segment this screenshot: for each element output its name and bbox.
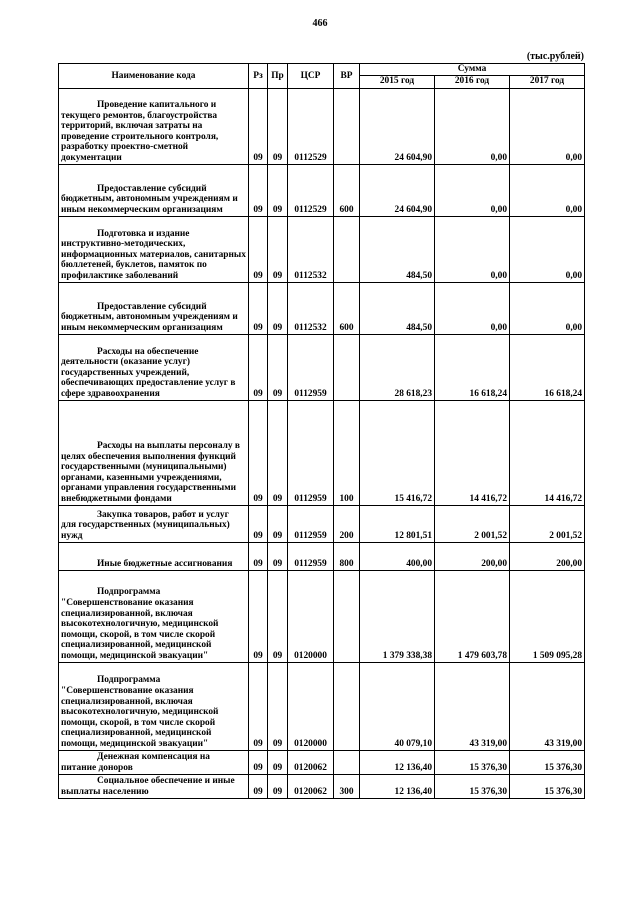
table-row (59, 750, 585, 774)
row-sum-2016: 200,00 (435, 542, 510, 570)
row-csr: 0112529 (288, 88, 334, 164)
row-sum-2017: 0,00 (510, 282, 585, 334)
row-vr: 600 (334, 282, 360, 334)
row-vr (334, 662, 360, 750)
budget-table (58, 63, 585, 799)
row-vr (334, 88, 360, 164)
row-pr: 09 (268, 542, 288, 570)
header-csr: ЦСР (288, 64, 334, 89)
row-name: Расходы на выплаты персоналу в целях обеспечения выполнения функций государственными (муниципальными) органами, казенными учреждениями, органами управления государственными внебюджетными фондами (59, 400, 249, 505)
row-pr: 09 (268, 216, 288, 282)
row-sum-2017: 200,00 (510, 542, 585, 570)
row-sum-2016: 0,00 (435, 216, 510, 282)
row-rz: 09 (249, 164, 268, 216)
row-sum-2016: 0,00 (435, 282, 510, 334)
table-row (59, 505, 585, 542)
row-sum-2015: 24 604,90 (360, 164, 435, 216)
row-sum-2015: 400,00 (360, 542, 435, 570)
row-sum-2017: 14 416,72 (510, 400, 585, 505)
row-rz: 09 (249, 282, 268, 334)
table-row (59, 164, 585, 216)
row-csr: 0120000 (288, 662, 334, 750)
row-pr: 09 (268, 334, 288, 400)
row-pr: 09 (268, 400, 288, 505)
row-csr: 0112959 (288, 542, 334, 570)
row-name: Подпрограмма "Совершенствование оказания специализированной, включая высокотехнологичную, медицинской помощи, скорой, в том числе скорой специализированной, медицинской помощи, медицинской эвакуации" (59, 570, 249, 662)
header-pr: Пр (268, 64, 288, 89)
header-year-2015: 2015 год (360, 75, 435, 88)
header-name: Наименование кода (59, 64, 249, 89)
table-row (59, 662, 585, 750)
row-sum-2016: 16 618,24 (435, 334, 510, 400)
row-sum-2015: 12 801,51 (360, 505, 435, 542)
row-csr: 0112532 (288, 216, 334, 282)
row-rz: 09 (249, 774, 268, 798)
row-sum-2016: 1 479 603,78 (435, 570, 510, 662)
table-row (59, 400, 585, 505)
row-csr: 0120000 (288, 570, 334, 662)
row-name: Закупка товаров, работ и услуг для государственных (муниципальных) нужд (59, 505, 249, 542)
row-name: Подпрограмма "Совершенствование оказания специализированной, включая высокотехнологичную, медицинской помощи, скорой, в том числе скорой специализированной, медицинской помощи, медицинской эвакуации" (59, 662, 249, 750)
row-sum-2016: 0,00 (435, 88, 510, 164)
row-vr: 100 (334, 400, 360, 505)
row-vr: 800 (334, 542, 360, 570)
row-csr: 0112959 (288, 505, 334, 542)
row-pr: 09 (268, 505, 288, 542)
header-year-2017: 2017 год (510, 75, 585, 88)
row-rz: 09 (249, 570, 268, 662)
row-sum-2017: 0,00 (510, 88, 585, 164)
row-vr (334, 334, 360, 400)
row-pr: 09 (268, 774, 288, 798)
row-vr: 200 (334, 505, 360, 542)
row-vr (334, 750, 360, 774)
row-sum-2017: 15 376,30 (510, 750, 585, 774)
row-sum-2015: 40 079,10 (360, 662, 435, 750)
row-pr: 09 (268, 750, 288, 774)
row-rz: 09 (249, 505, 268, 542)
row-sum-2015: 24 604,90 (360, 88, 435, 164)
row-csr: 0112959 (288, 400, 334, 505)
header-sum: Сумма (360, 64, 585, 76)
row-name: Предоставление субсидий бюджетным, автономным учреждениям и иным некоммерческим организациям (59, 164, 249, 216)
page-number: 466 (312, 18, 328, 29)
row-vr: 600 (334, 164, 360, 216)
row-sum-2016: 14 416,72 (435, 400, 510, 505)
row-sum-2017: 16 618,24 (510, 334, 585, 400)
row-vr (334, 570, 360, 662)
row-pr: 09 (268, 662, 288, 750)
row-rz: 09 (249, 334, 268, 400)
table-row (59, 216, 585, 282)
row-name: Денежная компенсация на питание доноров (59, 750, 249, 774)
row-pr: 09 (268, 88, 288, 164)
row-csr: 0112529 (288, 164, 334, 216)
units-label: (тыс.рублей) (526, 51, 584, 62)
row-sum-2016: 15 376,30 (435, 750, 510, 774)
row-sum-2015: 28 618,23 (360, 334, 435, 400)
row-sum-2015: 1 379 338,38 (360, 570, 435, 662)
table-row (59, 542, 585, 570)
row-sum-2015: 12 136,40 (360, 750, 435, 774)
row-sum-2015: 484,50 (360, 216, 435, 282)
row-sum-2017: 0,00 (510, 164, 585, 216)
row-name: Расходы на обеспечение деятельности (оказание услуг) государственных учреждений, обеспечивающих предоставление услуг в сфере здравоохранения (59, 334, 249, 400)
row-csr: 0120062 (288, 774, 334, 798)
row-name: Социальное обеспечение и иные выплаты населению (59, 774, 249, 798)
row-csr: 0112532 (288, 282, 334, 334)
row-sum-2015: 15 416,72 (360, 400, 435, 505)
table-row (59, 282, 585, 334)
row-pr: 09 (268, 282, 288, 334)
row-rz: 09 (249, 542, 268, 570)
row-sum-2016: 2 001,52 (435, 505, 510, 542)
row-sum-2015: 12 136,40 (360, 774, 435, 798)
row-rz: 09 (249, 400, 268, 505)
row-name: Предоставление субсидий бюджетным, автономным учреждениям и иным некоммерческим организациям (59, 282, 249, 334)
row-sum-2015: 484,50 (360, 282, 435, 334)
row-sum-2016: 43 319,00 (435, 662, 510, 750)
table-row (59, 774, 585, 798)
header-year-2016: 2016 год (435, 75, 510, 88)
row-sum-2017: 1 509 095,28 (510, 570, 585, 662)
header-vr: ВР (334, 64, 360, 89)
row-name: Проведение капитального и текущего ремонтов, благоустройства территорий, включая затраты на проведение строительного контроля, разработку проектно-сметной документации (59, 88, 249, 164)
table-row (59, 570, 585, 662)
row-rz: 09 (249, 750, 268, 774)
row-vr (334, 216, 360, 282)
row-sum-2016: 0,00 (435, 164, 510, 216)
table-row (59, 334, 585, 400)
table-row (59, 88, 585, 164)
row-csr: 0120062 (288, 750, 334, 774)
row-sum-2017: 15 376,30 (510, 774, 585, 798)
row-sum-2017: 2 001,52 (510, 505, 585, 542)
header-rz: Рз (249, 64, 268, 89)
row-pr: 09 (268, 570, 288, 662)
row-name: Подготовка и издание инструктивно-методических, информационных материалов, санитарных бюллетеней, буклетов, памяток по профилактике заболеваний (59, 216, 249, 282)
row-sum-2017: 0,00 (510, 216, 585, 282)
row-csr: 0112959 (288, 334, 334, 400)
row-sum-2017: 43 319,00 (510, 662, 585, 750)
row-rz: 09 (249, 88, 268, 164)
row-name: Иные бюджетные ассигнования (59, 542, 249, 570)
row-sum-2016: 15 376,30 (435, 774, 510, 798)
row-rz: 09 (249, 662, 268, 750)
row-rz: 09 (249, 216, 268, 282)
row-pr: 09 (268, 164, 288, 216)
row-vr: 300 (334, 774, 360, 798)
